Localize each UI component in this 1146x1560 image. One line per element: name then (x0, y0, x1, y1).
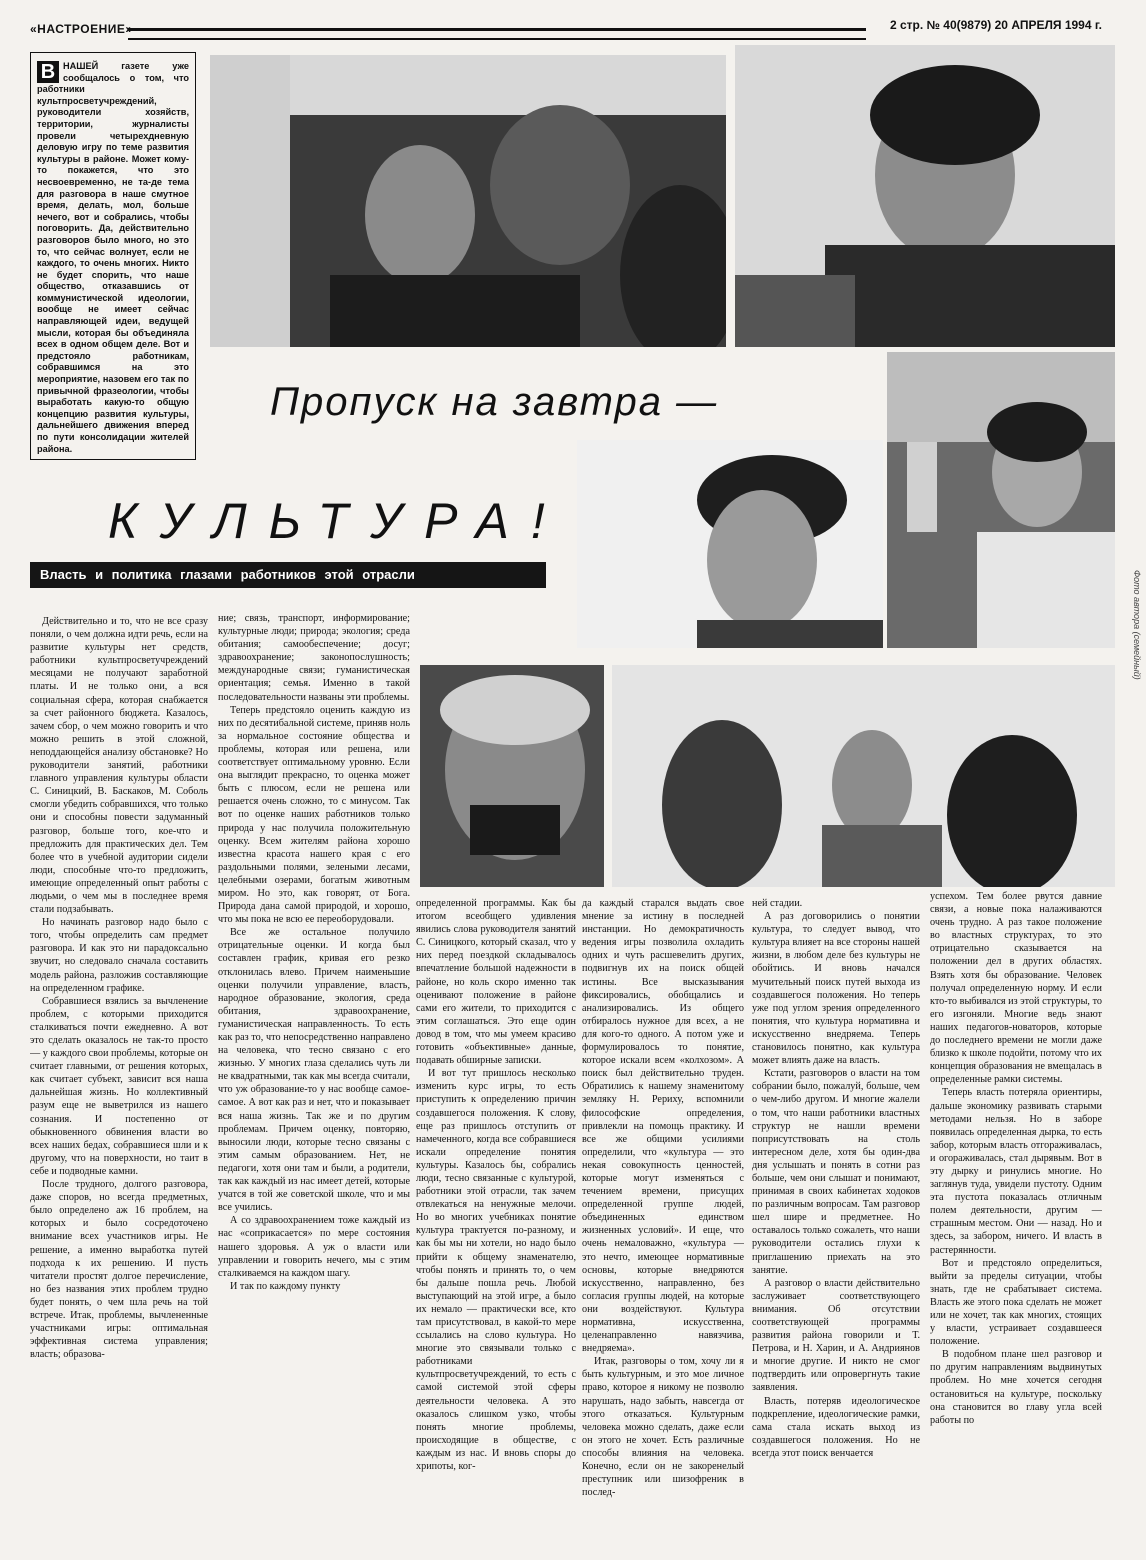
article-paragraph: Действительно и то, что не все сразу поняли, о чем должна идти речь, если на развитие культуры нет средств, работники культпросветучреждений месяцами не получают заработной платы. И не только они, а вся социальная сфера, которая снабжается за счет районного бюджета. Казалось, зачем сбор, о чем можно говорить и что можно решить в этой сложной, неподдающейся анализу обстановке? Но руководители занятий, работники главного управления культуры области С. Синицкий, В. Баскаков, М. Соболь смогли убедить собравшихся, что только они и способны повести задуманный разговор, больше того, кое-что и предложить для практических дел. Тем более что в учебной аудитории сидели люди, способные что-то предложить, имеющие определенный опыт работы с людьми, о чем мы в последнее время стали подзабывать. (30, 616, 208, 916)
article-paragraph: Но начинать разговор надо было с того, чтобы определить сам предмет разговора. И как это ни парадоксально звучит, но следовало сначала составить модель района, разложив составляющие на определенном графике. (30, 917, 208, 994)
article-paragraph: Теперь предстояло оценить каждую из них по десятибальной системе, приняв ноль за нормальное состояние общества и проблемы, которая или решена, или соответствует оптимальному уровню. Если она выглядит прекрасно, то оценка может быть с плюсом, если не решена или решается очень сложно, то с минусом. Так вот по оценке наших работников только природа у нас получила положительную оценку. Всем жителям района хорошо известна красота нашего края с его раздольными полями, зелеными лесами, целебными озерами, богатым животным миром. Но это, как говорят, от Бога. Природа дана самой природой, и хорошо, что мы пока не всю ее переоборудовали. (218, 704, 410, 926)
article-paragraph: Все же остальное получило отрицательные оценки. И когда был составлен график, кривая его резко отклонилась влево. Причем наименьшие оценки получили управление, власть, народное образование, экология, среда обитания, здравоохранение, гуманистическая направленность. То есть как раз то, что непосредственно направлено на человека, что тесно связано с его жизнью. У многих глаза сделались чуть ли не квадратными, так как мы всегда считали, что уж образование-то у нас вообще самое-самое. А вот как раз и нет, что и показывает вся наша жизнь. Так же и по другим проблемам. Причем оценку, повторяю, выносили люди, которые тесно связаны с этим самым образованием. Нет, не педагоги, хотя они там и были, а родители, так как каждый из нас имеет детей, которые учатся в той же советской школе, что и мы все учились. (218, 927, 410, 1214)
article-paragraph: Собравшиеся взялись за вычленение проблем, с которыми приходится сталкиваться почти ежедневно. А вот это сделать оказалось не так-то просто — у каждого свои проблемы, которые он считает главными, от решения которых, как считает субъект, зависит вся наша дальнейшая жизнь. Но коллективный разум еще не выветрился из нашего сознания. И постепенно от обыкновенного обвинения власти во всех наших бедах, собравшиеся шли и к другому, что на поверхности, но таит в себе и подводные камни. (30, 995, 208, 1177)
article-paragraph: А раз договорились о понятии культура, то следует вывод, что культура влияет на все стороны нашей жизни, в любом деле без культуры не обойтись. И вновь начался мучительный поиск путей выхода из создавшегося положения. Но теперь уже под углом зрения определенного понятия, что культура нормативна и искусственно внедряема. Теперь становилось понятно, как культура может влиять даже на власть. (752, 911, 920, 1067)
article-paragraph: Вот и предстояло определиться, выйти за пределы ситуации, чтобы знать, где не срабатывает система. Власть же этого пока сделать не может или не хочет, так как многих, стоящих у власти, устраивает создавшееся положение. (930, 1257, 1102, 1348)
article-paragraph: успехом. Тем более рвутся давние связи, а новые пока налаживаются очень трудно. А раз такое положение во властных структурах, то это отрицательно сказывается на положении дел в других областях. Взять хотя бы образование. Человек получал определенную норму. И если кто-то выбивался из этой структуры, то его изгоняли. Многие ведь знают наших педагогов-новаторов, которые до последнего времени не могли даже близко к школе подойти, потому что их концепция образования не вмещалась в определенные рамки системы. (930, 891, 1102, 1086)
article-paragraph: ние; связь, транспорт, информирование; культурные люди; природа; экология; среда обитания; самообеспечение; досуг; здравоохранение; законопослушность; международные связи; гуманистическая ориентация; семья. Именно в такой последовательности названы эти проблемы. (218, 613, 410, 703)
article-column-3 (416, 897, 576, 1545)
photo-woman-portrait (577, 440, 883, 648)
article-paragraph: И так по каждому пункту (230, 1280, 341, 1292)
section-label: «НАСТРОЕНИЕ» (30, 22, 133, 36)
article-paragraph: И вот тут пришлось несколько изменить курс игры, то есть приступить к определению причин создавшегося положения. К слову, еще раз пришлось отступить от намеченного, когда все собравшиеся искали определение понятия культуры. Казалось бы, собрались люди, тесно связанные с культурой, работники этой отрасли, так зачем отвлекаться на ненужные мелочи. Но во многих учебниках понятие культура трактуется по-разному, и как бы мы ни хотели, но надо было прийти к общему знаменателю, чтобы понять и принять то, о чем бы дальше пошла речь. Любой выступающий на этой игре, а было их немало — практически все, кто там присутствовал, в какой-то мере ссылались на слово культура. Но многие это связывали только с работниками культпросветучреждений, то есть с самой системой этой сферы деятельности человека. А это оказалось слишком узко, чтобы понять многие проблемы, происходящие в обществе, с каждым из нас. И вновь споры до хрипоты, ког- (416, 1068, 576, 1473)
photo-women-group (210, 55, 726, 347)
article-column-5 (752, 897, 920, 1545)
article-column-6 (930, 890, 1102, 1545)
intro-text: НАШЕЙ газете уже сообщалось о том, что работники культпросветучреждений, руководители хозяйств, территории, журналисты провели четырехдневную деловую игру по теме развития культуры в районе. Может кому-то покажется, что это несвоевременно, не та-де тема для разговора в наше смутное время, делать, мол, больше нечего, вот и собрались, чтобы поговорить. Да, действительно разговоров было много, но это то, что сейчас волнует, если не каждого, то очень многих. Никто не будет спорить, что наше общество, отказавшись от коммунистической идеологии, вообще не имеет сейчас направляющей идеи, ведущей мысли, которая бы объединяла всех в одном общем деле. Вот и предстояло работникам, собравшимся на это мероприятие, назовем его так по привычной фразеологии, чтобы выработать какую-то общую концепцию развития культуры, дальнейшего движения вперед по пути консолидации жителей района. (37, 61, 189, 454)
photo-group-discussion (612, 665, 1115, 887)
photo-man-portrait (420, 665, 604, 887)
issue-info: 2 стр. № 40(9879) 20 АПРЕЛЯ 1994 г. (890, 18, 1102, 32)
header-rule (128, 28, 866, 40)
article-column-4 (582, 897, 744, 1545)
article-paragraph: Теперь власть потеряла ориентиры, дальше экономику развивать старыми методами нельзя. Но в заборе появилась определенная дырка, то есть забор, которым власть отгораживалась, и огораживалась, стал дырявым. Вот в эту дырку и ринулись многие. Но заглянув туда, увидели пустоту. Одним эта пустота показалась отличным полем деятельности, другим — страшным местом. Они — назад. Но и здесь, за забором, ничего. И власть в растерянности. (930, 1087, 1102, 1256)
photo-raised-hand (887, 352, 1115, 648)
article-paragraph: А со здравоохранением тоже каждый из нас «соприкасается» по мере состояния нашего здоровья. А уж о власти или управлении и говорить нечего, мы с этим сталкиваемся на каждом шагу. (218, 1215, 410, 1279)
article-paragraph: А разговор о власти действительно заслуживает соответствующего внимания. Об отсутствии соответствующей программы развития района говорили и Т. Петрова, и Н. Харин, и А. Андриянов и многие другие. И никто не смог подтвердить или опровергнуть такие заявления. (752, 1277, 920, 1394)
dropcap: В (37, 61, 59, 83)
article-paragraph: да каждый старался выдать свое мнение за истину в последней инстанции. Но демократичность ведения игры позволила охладить одних и чуть расшевелить других, подвигнув их на поиск общей истины. Все высказывания фиксировались, обобщались и анализировались. Из общего отбиралось нужное для всех, а не для кого-то одного. А потом уже и формулировалось то понятие, которое искали всем «колхозом». А поиск был действительно труден. Обратились к нашему знаменитому земляку Н. Рериху, вспомнили философские определения, привлекли на помощь практику. И все же общими усилиями определили, что «культура — это некая совокупность ценностей, которые могут изменяться с течением времени, присущих определенной группе людей, объединенных единством жизненных условий». И еще, что очень немаловажно, «культура — это нечто, имеющее нормативные основы, которые внедряются искусственно, направленно, без согласия группы людей, на которые они воздействуют. Культура нормативна, искусственна, целенаправленно навязчива, внедряема». (582, 898, 744, 1355)
article-paragraph: ней стадии. (752, 898, 803, 909)
article-column-1 (30, 615, 208, 1545)
photo-woman-glasses (735, 45, 1115, 347)
intro-box (30, 52, 196, 460)
article-paragraph: Итак, разговоры о том, хочу ли я быть культурным, и это мое личное право, которое я никому не позволю нарушать, надо забыть, навсегда от этого отказаться. Культурным человека можно сделать, даже если он этого не хочет. Есть различные способы влияния на человека. Конечно, если он не закоренелый преступник или шизофреник в послед- (582, 1356, 744, 1499)
headline-line2: КУЛЬТУРА! (108, 493, 567, 549)
article-paragraph: В подобном плане шел разговор и по другим направлениям выдвинутых проблем. Но мне хочется сегодня остановиться на культуре, поскольку она становится во главу угла всей работы по (930, 1349, 1102, 1426)
subheadline-bar: Власть и политика глазами работников этой отрасли (30, 562, 546, 588)
article-paragraph: Власть, потеряв идеологическое подкрепление, идеологические рамки, сама стала искать выход из создавшегося положения. Но не всегда этот поиск венчается (752, 1395, 920, 1459)
headline-line1: Пропуск на завтра — (270, 380, 719, 424)
article-paragraph: определенной программы. Как бы итогом всеобщего удивления явились слова руководителя занятий С. Синицкого, который сказал, что у них перед поездкой складывалось впечатление большой надежности в районе, но коль скоро именно так оценивают положение в районе сами его жители, то приходится с этим соглашаться. Это еще один довод в том, что мы умеем красиво готовить «объективные» данные, подавать обширные записки. (416, 898, 576, 1067)
article-paragraph: Кстати, разговоров о власти на том собрании было, пожалуй, больше, чем о чем-либо другом. И многие жалели о том, что наши работники властных структур не нашли времени поприсутствовать на столь интересном деле, хотя бы один-два дня услышать и понять в сотни раз больше, чем они слышат и понимают, принимая в своих кабинетах ходоков по различным вопросам. Там разговор шел шире и предметнее. Но оставалось только сожалеть, что наши руководители остались глухи к приглашению приехать на это занятие. (752, 1068, 920, 1276)
photo-credit: Фото автора (семейный) (1132, 570, 1142, 680)
article-paragraph: После трудного, долгого разговора, даже споров, но всегда предметных, было определено аж 16 проблем, на которых и было сосредоточено внимание всех участников игры. Не решение, а именно выработка путей подхода к их решению. И пусть читатели простят долгое перечисление, но без названия этих проблем трудно будет понять, о чем шла речь на той встрече. Итак, проблемы, вычлененные участниками игры: оптимальная эффективная система управления; власть; образова- (30, 1179, 208, 1361)
article-column-2 (218, 612, 410, 1545)
